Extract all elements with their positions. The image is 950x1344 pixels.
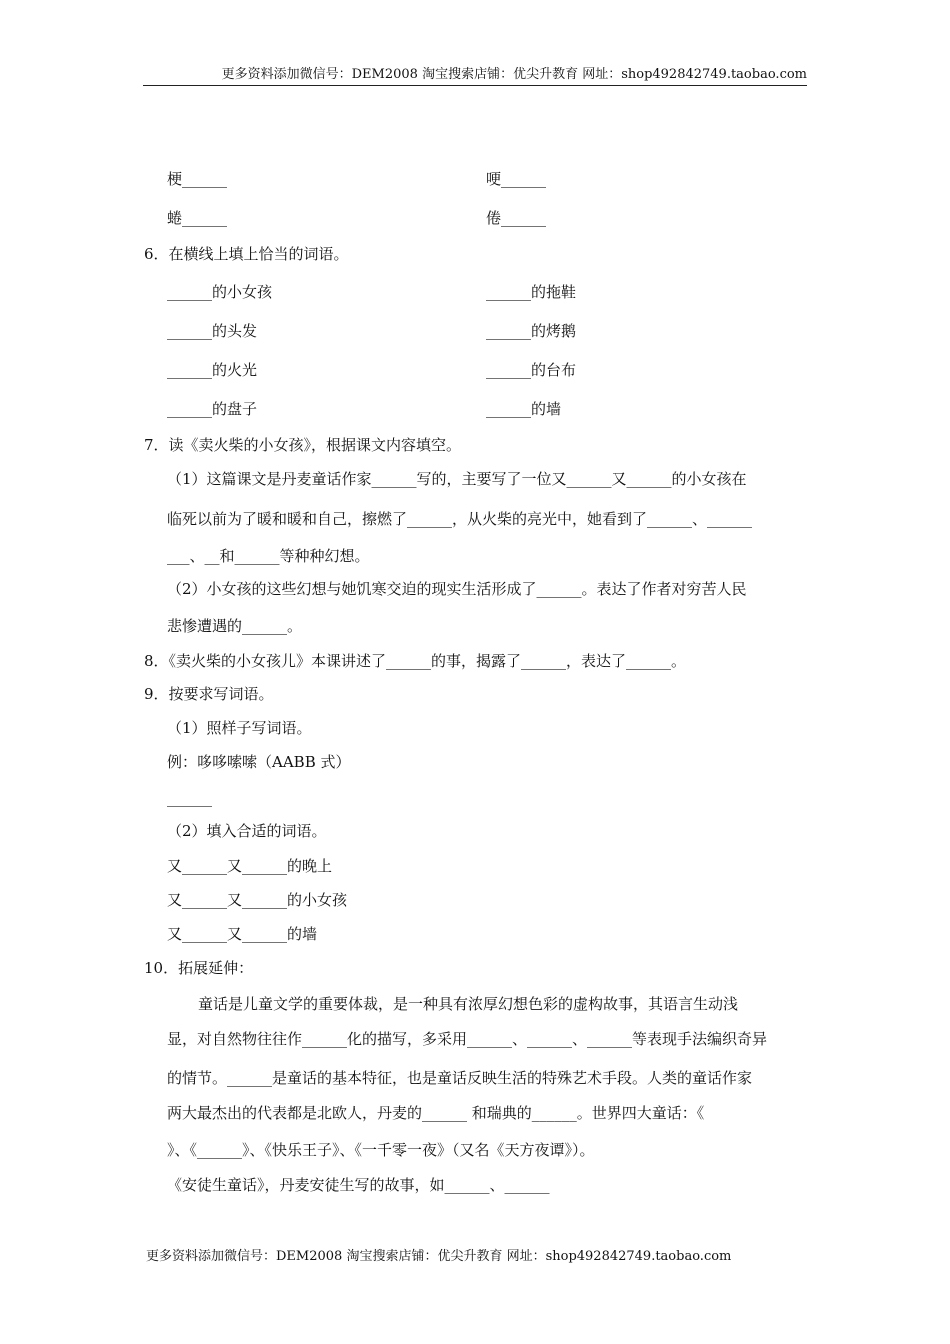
q7-part1-line: 临死以前为了暖和暖和自己，擦燃了______，从火柴的亮光中，她看到了______、______ xyxy=(167,510,753,528)
q9-sub1: （1）照样子写词语。 xyxy=(167,719,312,737)
q6-item: ______的拖鞋 xyxy=(486,283,577,301)
q9-example: 例：哆哆嗦嗦（AABB 式） xyxy=(167,753,351,771)
q7-part1-line: ___、__和______等种种幻想。 xyxy=(167,547,370,565)
page-footer: 更多资料添加微信号：DEM2008 淘宝搜索店铺：优尖升教育 网址：shop492842749.taobao.com xyxy=(146,1249,732,1264)
q8-text: 8．《卖火柴的小女孩儿》本课讲述了______的事，揭露了______，表达了______。 xyxy=(144,652,687,670)
q9-title: 9．按要求写词语。 xyxy=(144,685,274,703)
q6-title: 6．在横线上填上恰当的词语。 xyxy=(144,245,349,263)
q10-line: 》、《______》、《快乐王子》、《一千零一夜》（又名《天方夜谭》）。 xyxy=(167,1141,595,1159)
q6-item: ______的烤鹅 xyxy=(486,322,577,340)
q6-item: ______的台布 xyxy=(486,361,577,379)
q9-sub2: （2）填入合适的词语。 xyxy=(167,822,327,840)
q6-item: ______的小女孩 xyxy=(167,283,273,301)
q10-title: 10．拓展延伸： xyxy=(144,959,254,977)
q10-line: 的情节。______是童话的基本特征，也是童话反映生活的特殊艺术手段。人类的童话作家 xyxy=(167,1069,753,1087)
q6-item: ______的墙 xyxy=(486,400,562,418)
q9-blank: ______ xyxy=(167,789,212,807)
q5-item: 蜷______ xyxy=(167,209,228,227)
q6-item: ______的盘子 xyxy=(167,400,258,418)
q10-line: 童话是儿童文学的重要体裁，是一种具有浓厚幻想色彩的虚构故事，其语言生动浅 xyxy=(198,995,739,1013)
q6-item: ______的头发 xyxy=(167,322,258,340)
q10-line: 显，对自然物往往作______化的描写，多采用______、______、______等表现手法编织奇异 xyxy=(167,1030,768,1048)
q5-item: 哽______ xyxy=(486,170,547,188)
q7-title: 7．读《卖火柴的小女孩》，根据课文内容填空。 xyxy=(144,436,462,454)
q9-item: 又______又______的墙 xyxy=(167,925,318,943)
q5-item: 倦______ xyxy=(486,209,547,227)
q10-line: 两大最杰出的代表都是北欧人，丹麦的______ 和瑞典的______。世界四大童话：《 xyxy=(167,1104,705,1122)
q7-part2-line: 悲惨遭遇的______。 xyxy=(167,617,303,635)
q5-item: 梗______ xyxy=(167,170,228,188)
header-divider xyxy=(143,85,807,86)
page-header: 更多资料添加微信号：DEM2008 淘宝搜索店铺：优尖升教育 网址：shop492842749.taobao.com xyxy=(221,67,807,82)
q7-part2-line: （2）小女孩的这些幻想与她饥寒交迫的现实生活形成了______。表达了作者对穷苦人民 xyxy=(167,580,747,598)
q9-item: 又______又______的晚上 xyxy=(167,857,333,875)
q10-line: 《安徒生童话》，丹麦安徒生写的故事，如______、______ xyxy=(167,1176,550,1194)
q7-part1-line: （1）这篇课文是丹麦童话作家______写的，主要写了一位又______又______的小女孩在 xyxy=(167,470,747,488)
q6-item: ______的火光 xyxy=(167,361,258,379)
q9-item: 又______又______的小女孩 xyxy=(167,891,348,909)
